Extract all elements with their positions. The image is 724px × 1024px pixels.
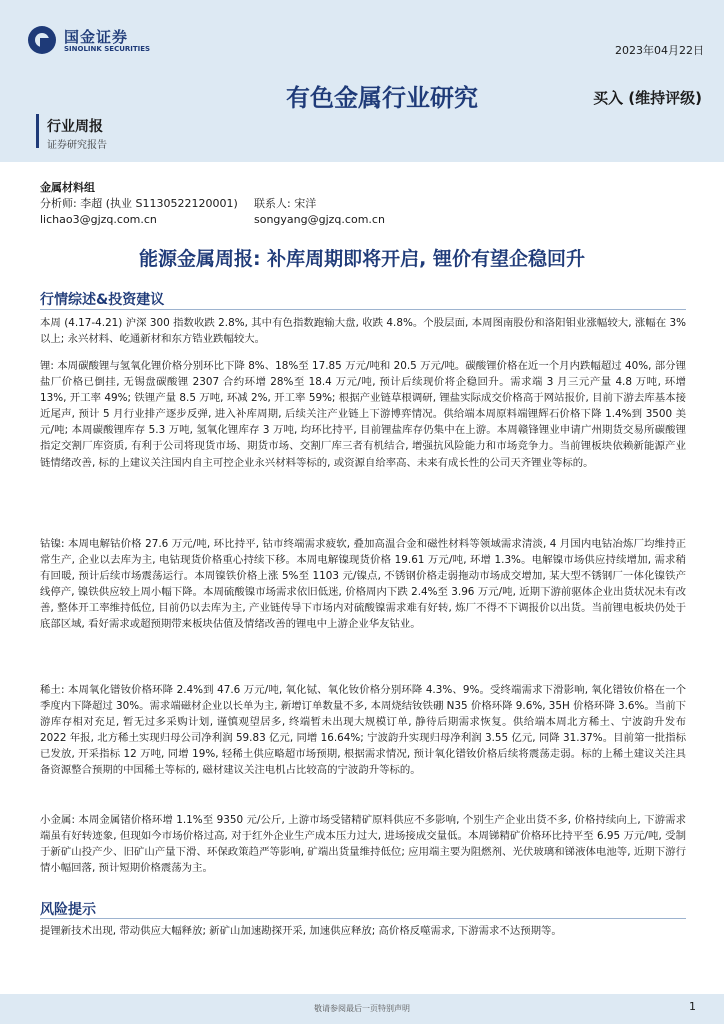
report-type: 行业周报 (47, 119, 103, 135)
analyst-name: 分析师: 李超 (执业 S1130522120001) (40, 197, 238, 210)
section-divider (40, 918, 686, 919)
report-date: 2023年04月22日 (615, 44, 704, 57)
paragraph-market-text: 本周 (4.17-4.21) 沪深 300 指数收跌 2.8%, 其中有色指数跑输大盘, 收跌 4.8%。个股层面, 本周图南股份和洛阳钼业涨幅较大, 涨幅在 3%以上; 永兴材料、屹通新材和东方锆业跌幅较大。 (40, 317, 686, 346)
team-name: 金属材料组 (40, 181, 95, 194)
page-number: 1 (689, 1000, 696, 1013)
paragraph-lithium (40, 358, 686, 471)
analyst-email[interactable]: lichao3@gjzq.com.cn (40, 213, 157, 226)
paragraph-lithium-text: 锂: 本周碳酸锂与氢氧化锂价格分别环比下降 8%、18%至 17.85 万元/吨和 20.5 万元/吨。碳酸锂价格在近一个月内跌幅超过 40%, 部分锂盐厂价格已倒挂, 无锡盘碳酸锂 2307 合约环增 28%至 18.4 万元/吨, 预计后续现价将企稳回升。需求端 3 月三元产量 4.8 万吨, 环增 13%, 开工率 49%; 铁锂产量 8.5 万吨, 环减 2%, 开工率 59%; 根据产业链草根调研, 锂盐实际成交价格高于网站报价, 目前下游去库基本接近尾声, 预计 5 月行业排产逐步反弹, 进入补库周期, 后续关注产业链上下游博弈情况。供给端本周原料端锂辉石价格下降 1.4%到 3500 美元/吨; 本周碳酸锂库存 5.3 万吨, 氢氧化锂库存 3 万吨, 均环比持平, 目前锂盐库存仍集中在上游。本周赣锋锂业申请广州期货交易所碳酸锂指定交割厂库资质, 有利于公司将现货市场、期货市场、交割厂库三者有机结合, 增强抗风险能力和市场竞争力。当前锂板块依赖新能源产业链情绪改善, 标的上建议关注国内自主可控企业永兴材料等标的, 或资源自给率高、未来有成长性的公司天齐锂业等标的。 (40, 360, 686, 469)
sinolink-logo (28, 22, 188, 62)
report-headline: 能源金属周报: 补库周期即将开启, 锂价有望企稳回升 (138, 248, 586, 270)
paragraph-rare-earth-text: 稀土: 本周氧化镨钕价格环降 2.4%到 47.6 万元/吨, 氧化铽、氧化钕价格分别环降 4.3%、9%。受终端需求下滑影响, 氧化镨钕价格在一个季度内下降超过 30%。需求端磁材企业以长单为主, 新增订单数量不多, 本周烧结钕铁硼 N35 价格环降 9.6%, 35H 价格环降 3.6%。当前下游库存相对充足, 暂无过多采购计划, 谨慎观望居多, 终端暂未出现大规模订单, 静待后期需求恢复。供给端本周北方稀土、宁波韵升发布 2022 年报, 北方稀土实现归母公司净利润 59.83 亿元, 同增 16.64%; 宁波韵升实现归母净利润 3.55 亿元, 同降 31.37%。目前第一批指标已发放, 开采指标 12 万吨, 同增 19%, 轻稀土供应略超市场预期, 根据需求情况, 预计氧化镨钕价格后续将震荡走弱。标的上稀土建议关注具备资源整合预期的中国稀土等标的, 磁材建议关注电机占比较高的宁波韵升等标的。 (40, 684, 686, 777)
paragraph-rare-earth (40, 682, 686, 779)
paragraph-risk (40, 923, 686, 939)
section-title-risk: 风险提示 (40, 902, 96, 918)
paragraph-risk-text: 提锂新技术出现, 带动供应大幅释放; 新矿山加速勘探开采, 加速供应释放; 高价格反噬需求, 下游需求不达预期等。 (40, 925, 562, 937)
report-subtype: 证券研究报告 (47, 140, 107, 151)
contact-block (254, 196, 385, 228)
page-title: 有色金属行业研究 (286, 84, 478, 112)
accent-bar (36, 114, 39, 148)
paragraph-market (40, 315, 686, 347)
section-title-overview: 行情综述&投资建议 (40, 292, 165, 308)
paragraph-cobalt-nickel (40, 536, 686, 633)
paragraph-minor-metals (40, 812, 686, 876)
logo-name-en: SINOLINK SECURITIES (64, 45, 151, 53)
analyst-block (40, 180, 238, 228)
section-divider (40, 309, 686, 310)
contact-email[interactable]: songyang@gjzq.com.cn (254, 213, 385, 226)
contact-name: 联系人: 宋洋 (254, 197, 317, 210)
paragraph-cobalt-nickel-text: 钴镍: 本周电解钴价格 27.6 万元/吨, 环比持平, 钴市终端需求疲软, 叠加高温合金和磁性材料等领域需求清淡, 4 月国内电钴冶炼厂均维持正常生产, 企业以去库为主, 电钴现货价格重心持续下移。本周电解镍现货价格 19.61 万元/吨, 环增 1.3%。电解镍市场供应持续增加, 需求稍有回暖, 预计后续市场震荡运行。本周镍铁价格上涨 5%至 1103 元/镍点, 不锈钢价格走弱拖动市场成交增加, 某大型不锈钢厂一体化镍铁产线停产, 镍铁供应较上周小幅下降。本周硫酸镍市场需求依旧低迷, 价格周内下跌 2.4%至 3.96 万元/吨, 近期下游前驱体企业出货状况未有改善, 整体开工率维持低位, 目前仍以去库为主, 产业链传导下市场内对硫酸镍需求难有好转, 炼厂不得不下调报价以出货。当前锂电板块仍处于底部区域, 看好需求或超预期带来板块估值及情绪改善的锂电中上游企业华友钴业。 (40, 538, 686, 631)
logo-name-cn: 国金证券 (64, 28, 129, 46)
footer-disclaimer: 敬请参阅最后一页特别声明 (314, 1004, 410, 1013)
rating-badge: 买入 (维持评级) (593, 89, 702, 107)
paragraph-minor-metals-text: 小金属: 本周金属锗价格环增 1.1%至 9350 元/公斤, 上游市场受锗精矿原料供应不多影响, 个别生产企业出货不多, 价格持续向上, 下游需求端虽有好转迹象, 但现如今市场价格过高, 对于红外企业生产成本压力过大, 进场接成交量低。本周锑精矿价格环比持平至 6.95 万元/吨, 受制于新矿山投产少、旧矿山产量下滑、环保政策趋严等影响, 矿端出货量维持低位; 应用端主要为阻燃剂、光伏玻璃和锑液体电池等, 近期下游行情小幅回落, 预计短期价格震荡为主。 (40, 814, 686, 875)
sinolink-logo-icon (28, 26, 56, 54)
